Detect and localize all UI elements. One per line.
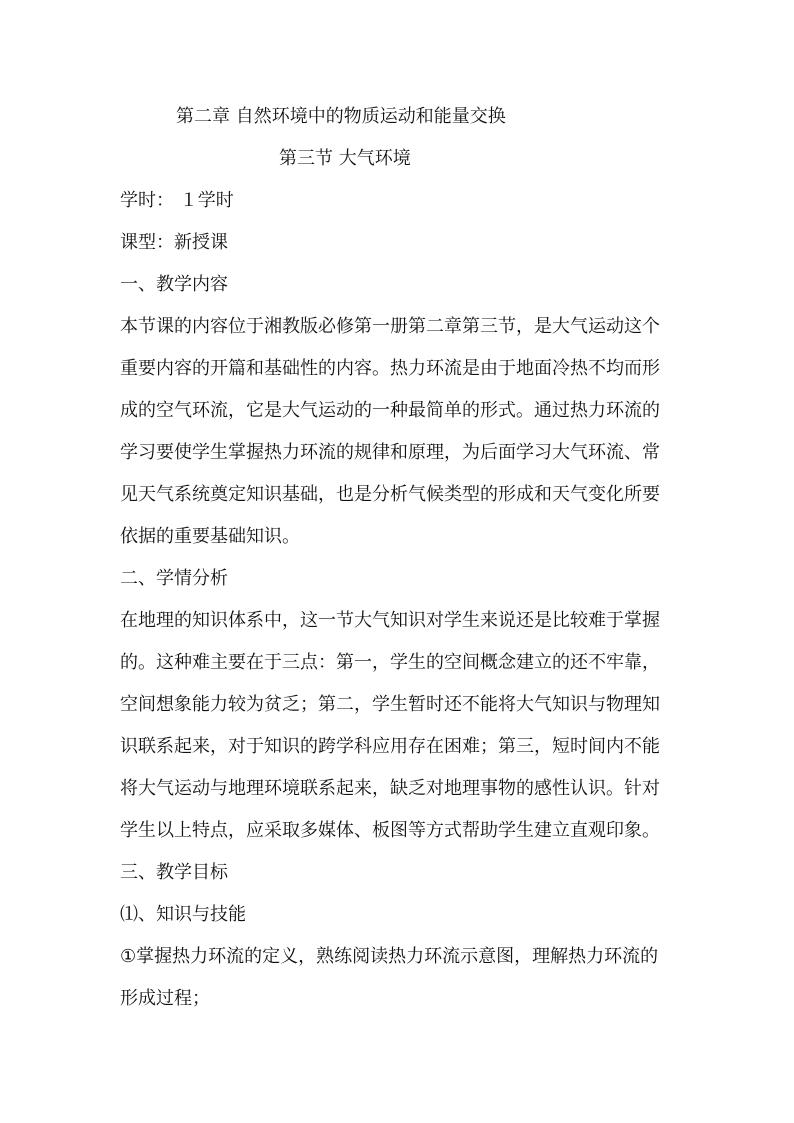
analysis-line: 在地理的知识体系中，这一节大气知识对学生来说还是比较难于掌握 [120, 610, 660, 631]
content-line: 依据的重要基础知识。 [120, 526, 300, 547]
analysis-line: 的。这种难主要在于三点：第一，学生的空间概念建立的还不牢靠， [120, 652, 660, 673]
content-line: 成的空气环流，它是大气运动的一种最简单的形式。通过热力环流的 [120, 400, 660, 421]
analysis-line: 空间想象能力较为贫乏；第二，学生暂时还不能将大气知识与物理知 [120, 694, 660, 715]
class-type: 课型：新授课 [120, 232, 228, 253]
chapter-title: 第二章 自然环境中的物质运动和能量交换 [176, 106, 506, 127]
content-line: 重要内容的开篇和基础性的内容。热力环流是由于地面冷热不均而形 [120, 358, 660, 379]
analysis-heading: 二、学情分析 [120, 568, 228, 589]
analysis-line: 识联系起来，对于知识的跨学科应用存在困难；第三，短时间内不能 [120, 736, 660, 757]
goals-line: 形成过程； [120, 988, 210, 1009]
content-heading: 一、教学内容 [120, 274, 228, 295]
class-hours: 学时： １学时 [120, 190, 234, 211]
section-title: 第三节 大气环境 [279, 148, 411, 169]
goals-heading: 三、教学目标 [120, 862, 228, 883]
goals-line: ①掌握热力环流的定义，熟练阅读热力环流示意图，理解热力环流的 [120, 946, 659, 967]
content-line: 本节课的内容位于湘教版必修第一册第二章第三节，是大气运动这个 [120, 316, 660, 337]
analysis-line: 学生以上特点，应采取多媒体、板图等方式帮助学生建立直观印象。 [120, 820, 660, 841]
content-line: 见天气系统奠定知识基础，也是分析气候类型的形成和天气变化所要 [120, 484, 660, 505]
analysis-line: 将大气运动与地理环境联系起来，缺乏对地理事物的感性认识。针对 [120, 778, 660, 799]
goals-subheading: ⑴、知识与技能 [120, 904, 246, 925]
content-line: 学习要使学生掌握热力环流的规律和原理，为后面学习大气环流、常 [120, 442, 660, 463]
